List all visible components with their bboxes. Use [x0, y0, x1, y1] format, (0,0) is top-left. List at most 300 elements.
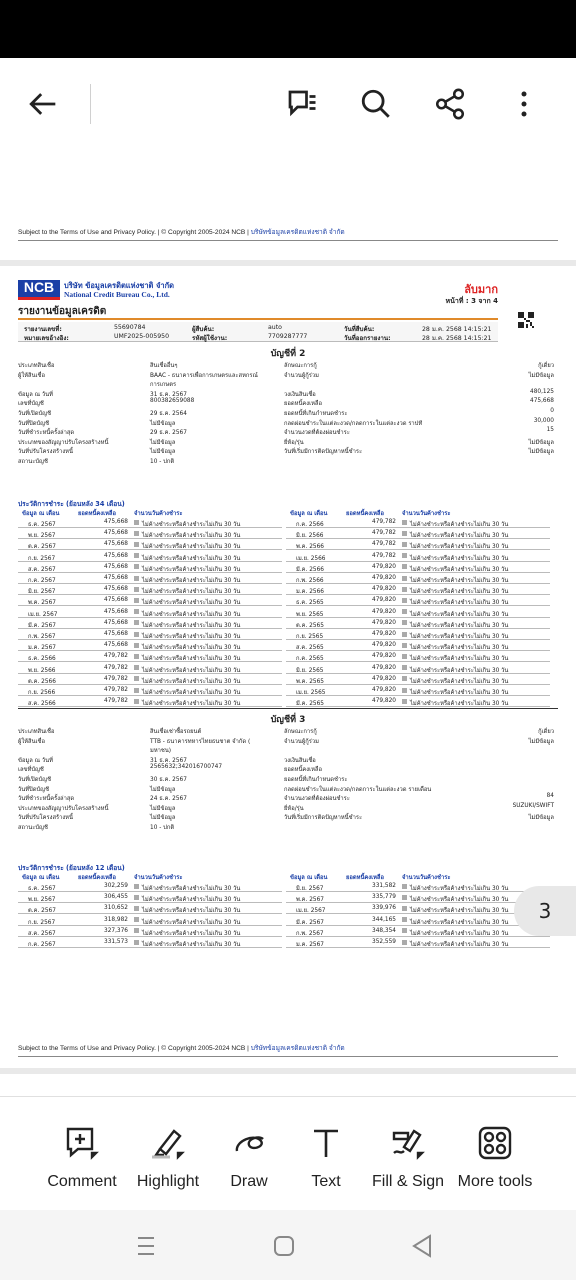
footer-terms: Subject to the Terms of Use and Privacy Policy. | © Copyright 2005-2024 NCB | บริษัทข้อมูลเครดิตแห่งชาติ จำกัด	[18, 1045, 345, 1052]
nav-back-icon[interactable]	[404, 1228, 440, 1264]
field-label: จำนวนงวดที่ต้องผ่อนชำระ	[284, 796, 350, 803]
history-balance: 344,165	[372, 916, 396, 923]
title-rule	[18, 318, 498, 320]
history-month: มิ.ย. 2566	[296, 533, 324, 540]
field-value: ไม่มีข้อมูล	[528, 738, 554, 745]
history-month: เม.ย. 2567	[296, 908, 326, 915]
table-row	[286, 562, 550, 573]
history-balance: 479,820	[372, 586, 396, 593]
status-swatch	[134, 587, 139, 592]
page-indicator-badge[interactable]: 3	[514, 886, 576, 936]
status-swatch	[402, 895, 407, 900]
history-status: ไม่ค้างชำระหรือค้างชำระไม่เกิน 30 วัน	[410, 555, 509, 562]
history-status: ไม่ค้างชำระหรือค้างชำระไม่เกิน 30 วัน	[410, 600, 509, 607]
history-month: ต.ค. 2565	[296, 622, 324, 629]
account-2-history-title: ประวัติการชำระ (ย้อนหลัง 34 เดือน)	[18, 500, 125, 508]
history-balance: 327,376	[104, 927, 128, 934]
history-month: ม.ค. 2567	[296, 942, 324, 948]
field-value: ไม่มีข้อมูล	[150, 420, 176, 427]
comment-tool[interactable]	[38, 1097, 126, 1211]
back-button[interactable]	[20, 80, 68, 128]
history-header-balance: ยอดหนี้คงเหลือ	[346, 875, 384, 881]
history-month: มี.ค. 2566	[296, 566, 324, 573]
table-row	[18, 629, 282, 640]
status-swatch	[134, 609, 139, 614]
highlight-tool-label: Highlight	[136, 1173, 200, 1190]
status-swatch	[402, 520, 407, 525]
history-status: ไม่ค้างชำระหรือค้างชำระไม่เกิน 30 วัน	[142, 578, 241, 584]
field-value: สินเชื่อเช่าซื้อรถยนต์	[150, 729, 202, 735]
pdf-page-2-bottom	[0, 150, 576, 260]
history-balance: 479,820	[372, 687, 396, 693]
field-value: SUZUKI/SWIFT	[512, 802, 554, 809]
history-status: ไม่ค้างชำระหรือค้างชำระไม่เกิน 30 วัน	[410, 919, 509, 926]
field-label: วันที่ชำระหนี้ครั้งล่าสุด	[18, 430, 75, 437]
more-tools-icon	[475, 1123, 515, 1163]
table-row	[18, 926, 282, 937]
history-balance: 479,820	[372, 698, 396, 705]
more-options-button[interactable]	[500, 80, 548, 128]
field-value: 10 - ปกติ	[150, 459, 175, 465]
history-status: ไม่ค้างชำระหรือค้างชำระไม่เกิน 30 วัน	[410, 701, 509, 708]
history-header-days: จำนวนวันค้างชำระ	[402, 511, 451, 517]
history-balance: 479,782	[104, 675, 128, 682]
history-status: ไม่ค้างชำระหรือค้างชำระไม่เกิน 30 วัน	[142, 886, 241, 892]
field-value: 30,000	[533, 417, 554, 424]
table-row	[286, 903, 550, 914]
field-label: เลขที่บัญชี	[18, 401, 44, 408]
field-value: 24 ธ.ค. 2567	[150, 796, 187, 803]
field-value: ไม่มีข้อมูล	[150, 449, 176, 456]
more-tools[interactable]	[452, 1097, 538, 1211]
field-value: ไม่มีข้อมูล	[528, 449, 554, 456]
field-value: กู้เดี่ยว	[538, 729, 554, 735]
field-label: วงเงินสินเชื่อ	[284, 757, 316, 764]
fill-sign-tool-label: Fill & Sign	[371, 1173, 445, 1190]
history-balance: 479,782	[372, 541, 396, 548]
history-status: ไม่ค้างชำระหรือค้างชำระไม่เกิน 30 วัน	[142, 701, 241, 708]
table-row	[286, 696, 550, 707]
history-header-days: จำนวนวันค้างชำระ	[134, 875, 183, 881]
history-balance: 475,668	[104, 541, 128, 548]
history-balance: 475,668	[104, 530, 128, 537]
history-month: ก.ย. 2567	[28, 919, 56, 926]
status-swatch	[134, 928, 139, 933]
field-label: กลดผ่อนชำระในแต่ละงวด/กลดการะในแต่ละงวด รายเดือน	[284, 786, 432, 793]
status-swatch	[134, 576, 139, 581]
status-swatch	[134, 564, 139, 569]
history-header-month: ข้อมูล ณ เดือน	[22, 511, 60, 517]
history-month: มี.ค. 2565	[296, 701, 324, 708]
table-row	[18, 915, 282, 926]
history-month: ต.ค. 2567	[28, 544, 56, 551]
field-label: ข้อมูล ณ วันที่	[18, 757, 53, 764]
field-label: ลักษณะการกู้	[284, 363, 317, 369]
table-row	[286, 584, 550, 595]
history-month: มิ.ย. 2567	[296, 886, 324, 892]
field-value: 0	[550, 408, 554, 414]
field-label: จำนวนงวดที่ต้องผ่อนชำระ	[284, 430, 350, 437]
text-tool-label: Text	[311, 1173, 341, 1190]
table-row	[286, 651, 550, 662]
footer-company-link[interactable]: บริษัทข้อมูลเครดิตแห่งชาติ จำกัด	[250, 229, 345, 236]
field-label: วันที่ปรับโครงสร้างหนี้	[18, 815, 73, 822]
history-month: ส.ค. 2566	[28, 701, 56, 708]
status-swatch	[134, 654, 139, 659]
status-swatch	[134, 643, 139, 648]
history-month: มี.ค. 2567	[28, 622, 56, 629]
history-status: ไม่ค้างชำระหรือค้างชำระไม่เกิน 30 วัน	[410, 622, 509, 629]
table-row	[286, 551, 550, 562]
history-month: ก.ค. 2567	[28, 942, 56, 948]
history-status: ไม่ค้างชำระหรือค้างชำระไม่เกิน 30 วัน	[142, 908, 241, 915]
history-balance: 479,820	[372, 664, 396, 671]
inquirer: ผู้สืบค้น:	[192, 326, 215, 333]
history-balance: 348,354	[372, 927, 396, 934]
field-value: ไม่มีข้อมูล	[528, 439, 554, 446]
user-id-value: 7709287777	[268, 333, 308, 340]
history-month: พ.ค. 2567	[296, 897, 324, 904]
history-status: ไม่ค้างชำระหรือค้างชำระไม่เกิน 30 วัน	[410, 522, 509, 528]
history-status: ไม่ค้างชำระหรือค้างชำระไม่เกิน 30 วัน	[142, 555, 241, 562]
history-balance: 475,668	[104, 552, 128, 559]
history-month: ม.ค. 2567	[28, 645, 56, 652]
history-status: ไม่ค้างชำระหรือค้างชำระไม่เกิน 30 วัน	[142, 667, 241, 674]
status-swatch	[402, 906, 407, 911]
history-status: ไม่ค้างชำระหรือค้างชำระไม่เกิน 30 วัน	[410, 533, 509, 540]
table-row	[286, 685, 550, 696]
field-value: 30 ธ.ค. 2567	[150, 777, 187, 783]
history-month: ก.พ. 2567	[296, 930, 324, 937]
field-value: 480,125	[530, 388, 554, 395]
history-month: เม.ย. 2567	[28, 611, 58, 618]
field-value: 29 ธ.ค. 2564	[150, 411, 187, 417]
history-month: มี.ค. 2567	[296, 919, 324, 926]
history-balance: 335,779	[372, 894, 396, 901]
table-row	[18, 674, 282, 685]
history-balance: 479,782	[372, 530, 396, 537]
draw-tool-label: Draw	[230, 1173, 268, 1190]
issue-date-value: 28 ม.ค. 2568 14:15:21	[422, 335, 492, 342]
field-label: เลขที่บัญชี	[18, 767, 44, 774]
history-status: ไม่ค้างชำระหรือค้างชำระไม่เกิน 30 วัน	[142, 589, 241, 596]
share-button[interactable]	[426, 80, 474, 128]
status-swatch	[402, 542, 407, 547]
history-status: ไม่ค้างชำระหรือค้างชำระไม่เกิน 30 วัน	[410, 578, 509, 584]
history-balance: 475,668	[104, 597, 128, 604]
history-month: ก.ย. 2567	[28, 555, 56, 562]
history-status: ไม่ค้างชำระหรือค้างชำระไม่เกิน 30 วัน	[142, 611, 241, 618]
history-status: ไม่ค้างชำระหรือค้างชำระไม่เกิน 30 วัน	[410, 690, 509, 696]
history-month: พ.ย. 2566	[28, 667, 56, 674]
history-status: ไม่ค้างชำระหรือค้างชำระไม่เกิน 30 วัน	[410, 645, 509, 652]
status-swatch	[134, 884, 139, 889]
status-swatch	[134, 531, 139, 536]
history-status: ไม่ค้างชำระหรือค้างชำระไม่เกิน 30 วัน	[142, 645, 241, 652]
history-balance: 475,668	[104, 519, 128, 525]
history-status: ไม่ค้างชำระหรือค้างชำระไม่เกิน 30 วัน	[142, 919, 241, 926]
history-balance: 479,820	[372, 608, 396, 615]
field-label: ลักษณะการกู้	[284, 729, 317, 735]
field-label: ผู้ให้สินเชื่อ	[18, 372, 45, 379]
history-status: ไม่ค้างชำระหรือค้างชำระไม่เกิน 30 วัน	[410, 942, 509, 948]
status-swatch	[134, 598, 139, 603]
table-row	[18, 651, 282, 662]
table-row	[18, 663, 282, 674]
field-value: ไม่มีข้อมูล	[528, 815, 554, 822]
toolbar-divider	[90, 84, 91, 124]
status-swatch	[402, 654, 407, 659]
comment-tool-label: Comment	[47, 1173, 117, 1190]
footer-company-link[interactable]: บริษัทข้อมูลเครดิตแห่งชาติ จำกัด	[250, 1045, 345, 1052]
history-month: ธ.ค. 2567	[28, 522, 56, 528]
field-label: ยอดหนี้ที่เกินกำหนดชำระ	[284, 777, 348, 783]
status-swatch	[402, 665, 407, 670]
table-row	[18, 528, 282, 539]
table-row	[18, 881, 282, 892]
history-balance: 475,668	[104, 575, 128, 581]
status-swatch	[134, 676, 139, 681]
history-status: ไม่ค้างชำระหรือค้างชำระไม่เกิน 30 วัน	[410, 656, 509, 663]
history-status: ไม่ค้างชำระหรือค้างชำระไม่เกิน 30 วัน	[410, 667, 509, 674]
history-month: ธ.ค. 2567	[28, 886, 56, 892]
recents-icon[interactable]	[128, 1228, 164, 1264]
history-month: เม.ย. 2566	[296, 555, 326, 562]
history-month: ก.ย. 2565	[296, 634, 324, 640]
member-ref-value: UMF2025-005950	[114, 333, 170, 340]
history-month: ต.ค. 2567	[28, 908, 56, 915]
highlighter-icon	[148, 1123, 188, 1163]
home-icon[interactable]	[266, 1228, 302, 1264]
history-header-balance: ยอดหนี้คงเหลือ	[78, 875, 116, 881]
table-row	[18, 937, 282, 948]
history-month: พ.ย. 2567	[28, 897, 56, 904]
status-swatch	[402, 940, 407, 945]
field-label: กลดผ่อนชำระในแต่ละงวด/กลดการะในแต่ละงวด ราปที	[284, 420, 423, 427]
history-month: ม.ค. 2566	[296, 589, 324, 596]
history-status: ไม่ค้างชำระหรือค้างชำระไม่เกิน 30 วัน	[410, 897, 509, 904]
field-label: ประเภทสินเชื่อ	[18, 729, 55, 735]
status-swatch	[402, 553, 407, 558]
draw-tool[interactable]	[216, 1097, 282, 1211]
history-balance: 475,668	[104, 642, 128, 649]
history-month: ธ.ค. 2565	[296, 600, 324, 607]
history-balance: 302,259	[104, 883, 128, 889]
history-status: ไม่ค้างชำระหรือค้างชำระไม่เกิน 30 วัน	[410, 930, 509, 937]
field-value: ไม่มีข้อมูล	[150, 815, 176, 822]
history-balance: 479,782	[104, 664, 128, 671]
history-month: ต.ค. 2566	[28, 678, 56, 685]
field-value: 31 ธ.ค. 2567	[150, 391, 187, 398]
history-status: ไม่ค้างชำระหรือค้างชำระไม่เกิน 30 วัน	[410, 566, 509, 573]
field-label: ประเภทของสัญญาปรับโครงสร้างหนี้	[18, 805, 109, 812]
status-swatch	[134, 917, 139, 922]
history-balance: 479,782	[372, 519, 396, 525]
field-label: ผู้ให้สินเชื่อ	[18, 738, 45, 745]
status-bar	[0, 0, 576, 58]
table-row	[286, 595, 550, 606]
history-status: ไม่ค้างชำระหรือค้างชำระไม่เกิน 30 วัน	[410, 886, 509, 892]
text-tool[interactable]	[296, 1097, 356, 1211]
table-row	[286, 640, 550, 651]
history-status: ไม่ค้างชำระหรือค้างชำระไม่เกิน 30 วัน	[142, 690, 241, 696]
status-swatch	[134, 665, 139, 670]
table-row	[18, 685, 282, 696]
field-value: ไม่มีข้อมูล	[150, 439, 176, 446]
history-month: ธ.ค. 2566	[28, 656, 56, 663]
field-label: สถานะบัญชี	[18, 459, 48, 465]
status-swatch	[402, 632, 407, 637]
history-balance: 479,782	[104, 698, 128, 705]
field-label: ยอดหนี้คงเหลือ	[284, 767, 322, 774]
system-nav-bar	[0, 1210, 576, 1280]
history-balance: 479,820	[372, 563, 396, 570]
history-status: ไม่ค้างชำระหรือค้างชำระไม่เกิน 30 วัน	[142, 656, 241, 663]
field-value: กู้เดี่ยว	[538, 363, 554, 369]
status-swatch	[134, 620, 139, 625]
field-value: 29 ธ.ค. 2567	[150, 430, 187, 437]
document-viewer[interactable]	[0, 150, 576, 1096]
history-header-balance: ยอดหนี้คงเหลือ	[78, 511, 116, 517]
field-value: TTB - ธนาคารทหารไทยธนชาต จำกัด (	[150, 738, 251, 745]
history-balance: 339,976	[372, 905, 396, 912]
table-row	[18, 892, 282, 903]
company-name-th: บริษัท ข้อมูลเครดิตแห่งชาติ จำกัด	[64, 281, 175, 290]
table-row	[18, 539, 282, 550]
history-status: ไม่ค้างชำระหรือค้างชำระไม่เกิน 30 วัน	[410, 589, 509, 596]
field-label: วันที่ชำระหนี้ครั้งล่าสุด	[18, 796, 75, 803]
table-row	[18, 903, 282, 914]
history-month: พ.ย. 2567	[28, 533, 56, 540]
history-status: ไม่ค้างชำระหรือค้างชำระไม่เกิน 30 วัน	[410, 611, 509, 618]
status-swatch	[402, 884, 407, 889]
table-row	[286, 881, 550, 892]
history-month: มิ.ย. 2567	[28, 589, 56, 596]
field-value: สินเชื่ออื่นๆ	[150, 363, 178, 369]
report-title: รายงานข้อมูลเครดิต	[18, 306, 107, 317]
pdf-page-3	[0, 266, 576, 1068]
status-swatch	[402, 928, 407, 933]
history-balance: 479,820	[372, 597, 396, 604]
history-balance: 475,668	[104, 631, 128, 637]
ncb-logo-bar	[18, 297, 60, 300]
highlight-tool[interactable]	[128, 1097, 208, 1211]
field-label: ยอดหนี้คงเหลือ	[284, 401, 322, 408]
fill-sign-tool[interactable]	[364, 1097, 452, 1211]
history-balance: 475,668	[104, 608, 128, 615]
status-swatch	[402, 609, 407, 614]
field-label: ประเภทสินเชื่อ	[18, 363, 55, 369]
history-balance: 479,820	[372, 619, 396, 626]
pdf-page-4-top	[0, 1074, 576, 1096]
account-separator	[18, 708, 558, 709]
status-swatch	[134, 520, 139, 525]
draw-icon	[229, 1123, 269, 1163]
field-value: 84	[546, 793, 554, 800]
history-header-month: ข้อมูล ณ เดือน	[290, 511, 328, 517]
status-swatch	[134, 895, 139, 900]
table-row	[286, 629, 550, 640]
search-button[interactable]	[352, 80, 400, 128]
history-balance: 475,668	[104, 586, 128, 593]
history-status: ไม่ค้างชำระหรือค้างชำระไม่เกิน 30 วัน	[142, 930, 241, 937]
tools-bar	[0, 1096, 576, 1210]
more-vertical-icon	[509, 89, 539, 119]
comment-add-icon	[62, 1123, 102, 1163]
table-row	[286, 607, 550, 618]
history-status: ไม่ค้างชำระหรือค้างชำระไม่เกิน 30 วัน	[410, 678, 509, 685]
history-status: ไม่ค้างชำระหรือค้างชำระไม่เกิน 30 วัน	[410, 634, 509, 640]
share-icon	[433, 87, 467, 121]
history-month: พ.ค. 2566	[296, 544, 324, 551]
history-month: เม.ย. 2565	[296, 690, 326, 696]
account-2-title: บัญชีที่ 2	[270, 349, 306, 359]
status-swatch	[402, 531, 407, 536]
history-balance: 331,582	[372, 883, 396, 889]
table-row	[18, 618, 282, 629]
history-status: ไม่ค้างชำระหรือค้างชำระไม่เกิน 30 วัน	[142, 566, 241, 573]
status-swatch	[402, 564, 407, 569]
status-swatch	[402, 917, 407, 922]
history-month: ก.ย. 2566	[28, 690, 56, 696]
inquiry-date-value: 28 ม.ค. 2568 14:15:21	[422, 326, 492, 333]
history-month: พ.ย. 2565	[296, 611, 324, 618]
history-status: ไม่ค้างชำระหรือค้างชำระไม่เกิน 30 วัน	[410, 908, 509, 915]
issue-date: วันที่ออกรายงาน:	[344, 335, 391, 342]
history-balance: 475,668	[104, 563, 128, 570]
table-row	[286, 915, 550, 926]
arrow-left-icon	[27, 87, 61, 121]
status-swatch	[402, 688, 407, 693]
field-value: ไม่มีข้อมูล	[150, 786, 176, 793]
history-balance: 318,982	[104, 916, 128, 923]
field-label: วันที่เริ่มมีการติดปัญหาหนี้ชำระ	[284, 449, 363, 456]
status-swatch	[134, 699, 139, 704]
footer-rule	[18, 240, 558, 241]
table-row	[18, 562, 282, 573]
field-value: 15	[546, 427, 554, 434]
history-header-days: จำนวนวันค้างชำระ	[402, 875, 451, 881]
account-3-title: บัญชีที่ 3	[270, 715, 306, 725]
field-value: ไม่มีข้อมูล	[150, 805, 176, 812]
history-balance: 479,782	[104, 653, 128, 660]
field-label: วันที่เริ่มมีการติดปัญหาหนี้ชำระ	[284, 815, 363, 822]
history-balance: 479,782	[372, 552, 396, 559]
comments-button[interactable]	[278, 80, 326, 128]
history-status: ไม่ค้างชำระหรือค้างชำระไม่เกิน 30 วัน	[142, 600, 241, 607]
history-header-month: ข้อมูล ณ เดือน	[290, 875, 328, 881]
history-status: ไม่ค้างชำระหรือค้างชำระไม่เกิน 30 วัน	[142, 634, 241, 640]
field-value: 10 - ปกติ	[150, 825, 175, 831]
history-header-balance: ยอดหนี้คงเหลือ	[346, 511, 384, 517]
table-row	[286, 618, 550, 629]
history-status: ไม่ค้างชำระหรือค้างชำระไม่เกิน 30 วัน	[142, 678, 241, 685]
history-balance: 310,652	[104, 905, 128, 912]
history-balance: 475,668	[104, 619, 128, 626]
table-row	[18, 551, 282, 562]
more-tools-label: More tools	[457, 1173, 533, 1190]
field-label: จำนวนผู้กู้ร่วม	[284, 738, 319, 745]
report-ref-value: 55690784	[114, 324, 146, 331]
history-header-days: จำนวนวันค้างชำระ	[134, 511, 183, 517]
top-app-bar	[0, 58, 576, 150]
confidential-label: ลับมาก	[464, 283, 498, 296]
status-swatch	[402, 598, 407, 603]
footer-terms: Subject to the Terms of Use and Privacy Policy. | © Copyright 2005-2024 NCB | บริษัทข้อมูลเครดิตแห่งชาติ จำกัด	[18, 229, 345, 236]
page-number: หน้าที่ : 3 จาก 4	[445, 297, 498, 305]
account-3-history-title: ประวัติการชำระ (ย้อนหลัง 12 เดือน)	[18, 864, 125, 872]
history-month: ก.พ. 2566	[296, 578, 324, 584]
